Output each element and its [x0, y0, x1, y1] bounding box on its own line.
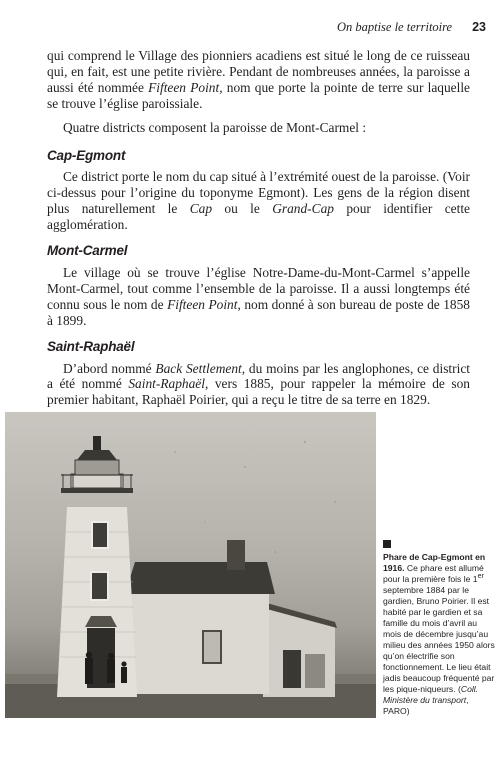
lighthouse-photo: [5, 412, 376, 718]
page-header: [40, 20, 486, 38]
heading-cap-egmont: Cap-Egmont: [47, 147, 126, 163]
page-body: [47, 48, 470, 416]
caption-credit: Coll. Ministère du transport: [383, 684, 479, 705]
paragraph-2: Quatre districts composent la paroisse de Mont-Carmel :: [63, 119, 367, 135]
photo-caption: Phare de Cap-Egmont en 1916. Ce phare est allumé pour la première fois le 1er septembre 1884 par le gardien, Bruno Poirier. Il est habité par le gardien et sa famille du mois d’avril au mois de décembre jusqu’au milieu des années 1950 alors qu’on électrifie son fonctionnement. Le lieu était jadis beaucoup fréquenté par les pique-niqueurs. (Coll. Ministère du transport, PARO): [383, 540, 495, 717]
caption-title: Phare de Cap-Egmont en 1916.: [383, 552, 486, 573]
heading-saint-raphael: Saint-Raphaël: [47, 338, 135, 354]
paragraph-1: qui comprend le Village des pionniers acadiens est situé le long de ce ruisseau qui, en fait, est une petite rivière. Pendant de nombreuses années, la paroisse a aussi été nommée Fifteen Point, nom que porte la pointe de terre sur laquelle se trouve l’église paroissiale.: [47, 48, 470, 111]
running-title: On baptise le territoire: [336, 20, 453, 34]
paragraph-mont-carmel: Le village où se trouve l’église Notre-Dame-du-Mont-Carmel s’appelle Mont-Carmel, tout comme l’ensemble de la paroisse. Il a aussi longtemps été connu sous le nom de Fifteen Point, nom donné à son bureau de poste de 1858 à 1899.: [47, 264, 471, 328]
heading-mont-carmel: Mont-Carmel: [47, 243, 128, 259]
page-number: 23: [472, 20, 486, 34]
paragraph-saint-raphael: D’abord nommé Back Settlement, du moins par les anglophones, ce district a été nommé Saint-Raphaël, vers 1885, pour rappeler la mémoire de son premier habitant, Raphaël Poirier, qui a reçu le titre de sa terre en 1829.: [47, 360, 470, 408]
caption-marker-square: [383, 540, 391, 548]
paragraph-cap-egmont: Ce district porte le nom du cap situé à l’extrémité ouest de la paroisse. (Voir ci-dessus pour l’origine du toponyme Egmont). Les gens de la région disent plus naturellement le Cap ou le Grand-Cap pour identifier cette agglomération.: [47, 169, 470, 233]
